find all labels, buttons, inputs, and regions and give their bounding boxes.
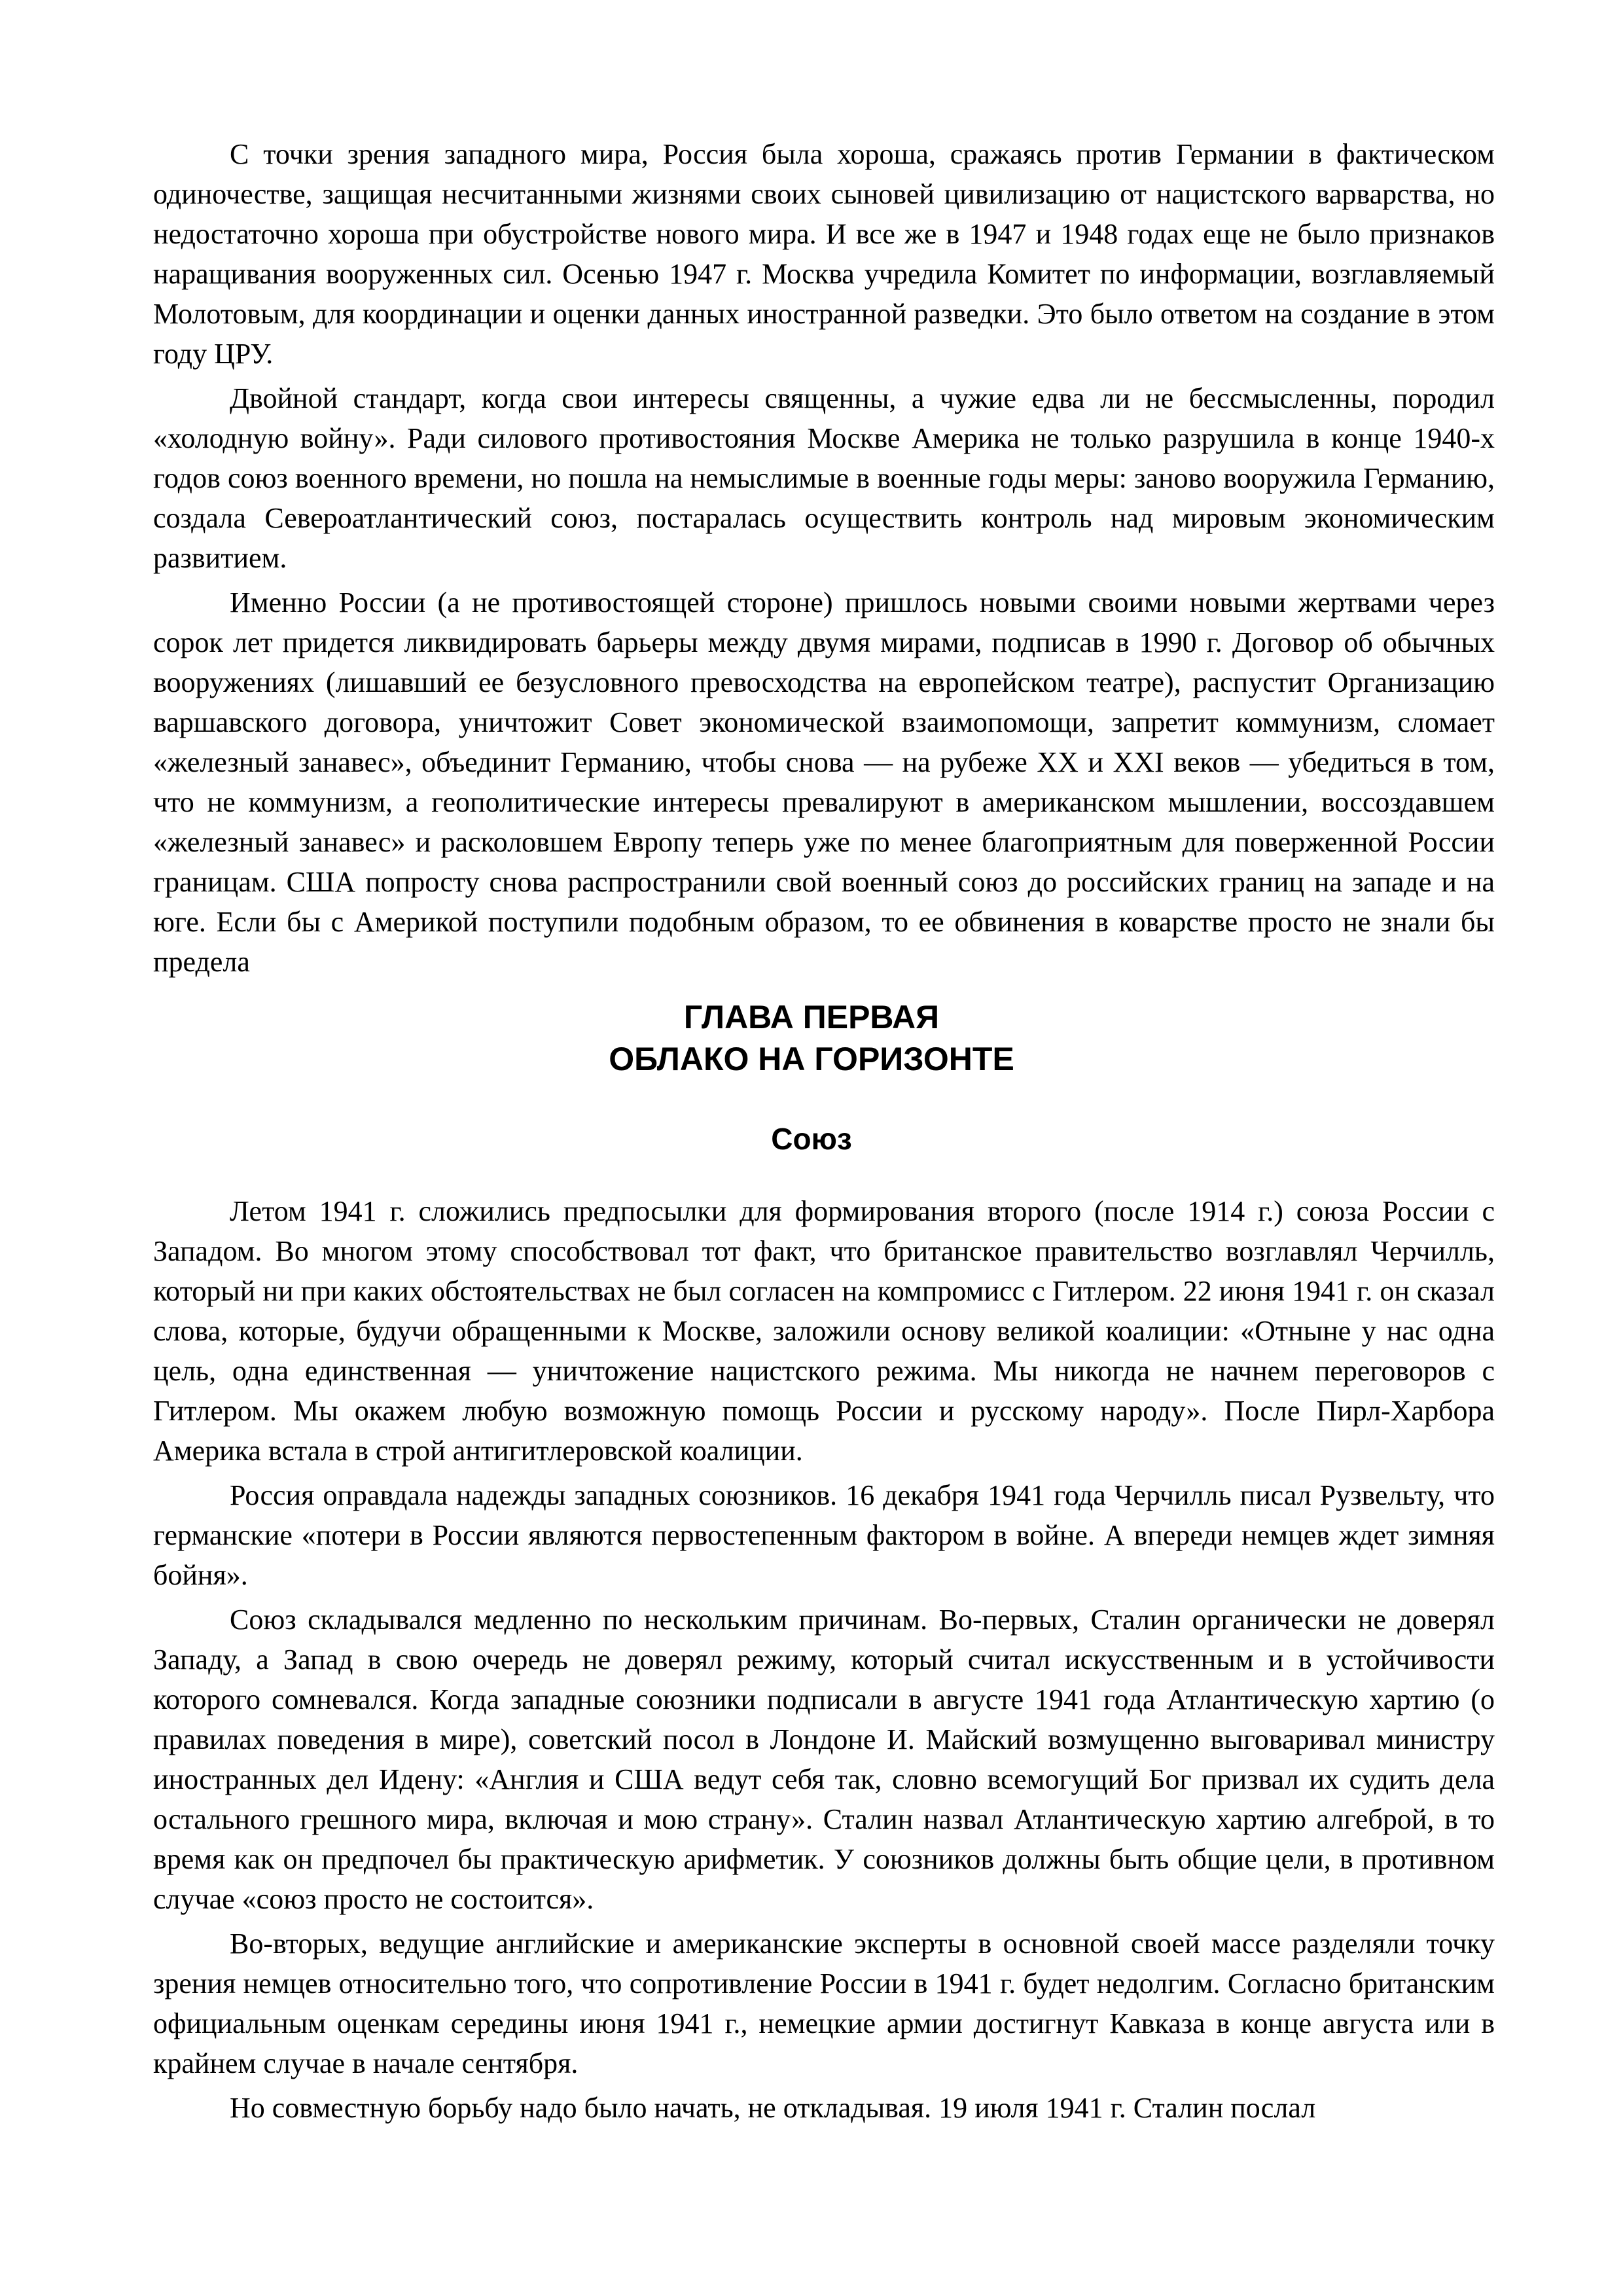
body-text <box>153 1191 1495 2128</box>
intro-paragraph-2: Двойной стандарт, когда свои интересы священны, а чужие едва ли не бессмысленны, породил «холодную войну». Ради силового противостояния Москве Америка не только разрушила в конце 1940-х годов союз военного времени, но пошла на немыслимые в военные годы меры: заново вооружила Германию, создала Североатлантический союз, постаралась осуществить контроль над мировым экономическим развитием. <box>153 382 1495 574</box>
body-paragraph-4: Во-вторых, ведущие английские и американские эксперты в основной своей массе разделяли точку зрения немцев относительно того, что сопротивление России в 1941 г. будет недолгим. Согласно британским официальным оценкам середины июня 1941 г., немецкие армии достигнут Кавказа в конце августа или в крайнем случае в начале сентября. <box>153 1928 1495 2079</box>
body-paragraph-5: Но совместную борьбу надо было начать, не откладывая. 19 июля 1941 г. Сталин послал <box>230 2092 1316 2124</box>
chapter-number: ГЛАВА ПЕРВАЯ <box>683 999 940 1035</box>
body-paragraph-2: Россия оправдала надежды западных союзников. 16 декабря 1941 года Черчилль писал Рузвельту, что германские «потери в России являются первостепенным фактором в войне. А впереди немцев ждет зимняя бойня». <box>153 1479 1495 1591</box>
intro-text <box>153 134 1495 982</box>
intro-paragraph-1: С точки зрения западного мира, Россия была хороша, сражаясь против Германии в фактическом одиночестве, защищая несчитанными жизнями своих сыновей цивилизацию от нацистского варварства, но недостаточно хороша при обустройстве нового мира. И все же в 1947 и 1948 годах еще не было признаков наращивания вооруженных сил. Осенью 1947 г. Москва учредила Комитет по информации, возглавляемый Молотовым, для координации и оценки данных иностранной разведки. Это было ответом на создание в этом году ЦРУ. <box>153 138 1495 370</box>
body-paragraph-3: Союз складывался медленно по нескольким причинам. Во-первых, Сталин органически не доверял Западу, а Запад в свою очередь не доверял режиму, который считал искусственным и в устойчивости которого сомневался. Когда западные союзники подписали в августе 1941 года Атлантическую хартию (о правилах поведения в мире), советский посол в Лондоне И. Майский возмущенно выговаривал министру иностранных дел Идену: «Англия и США ведут себя так, словно всемогущий Бог призвал их судить дела остального грешного мира, включая и мою страну». Сталин назвал Атлантическую хартию алгеброй, в то время как он предпочел бы практическую арифметик. У союзников должны быть общие цели, в противном случае «союз просто не состоится». <box>153 1604 1495 1915</box>
section-heading: Союз <box>771 1122 852 1156</box>
body-paragraph-1: Летом 1941 г. сложились предпосылки для формирования второго (после 1914 г.) союза России с Западом. Во многом этому способствовал тот факт, что британское правительство возглавлял Черчилль, который ни при каких обстоятельствах не был согласен на компромисс с Гитлером. 22 июня 1941 г. он сказал слова, которые, будучи обращенными к Москве, заложили основу великой коалиции: «Отныне у нас одна цель, одна единственная — уничтожение нацистского режима. Мы никогда не начнем переговоров с Гитлером. Мы окажем любую возможную помощь России и русскому народу». После Пирл-Харбора Америка встала в строй антигитлеровской коалиции. <box>153 1195 1495 1467</box>
chapter-title: ОБЛАКО НА ГОРИЗОНТЕ <box>609 1041 1014 1077</box>
chapter-heading <box>0 996 1623 1080</box>
intro-paragraph-3: Именно России (а не противостоящей стороне) пришлось новыми своими новыми жертвами через сорок лет придется ликвидировать барьеры между двумя мирами, подписав в 1990 г. Договор об обычных вооружениях (лишавший ее безусловного превосходства на европейском театре), распустит Организацию варшавского договора, уничтожит Совет экономической взаимопомощи, запретит коммунизм, сломает «железный занавес», объединит Германию, чтобы снова — на рубеже XX и XXI веков — убедиться в том, что не коммунизм, а геополитические интересы превалируют в американском мышлении, воссоздавшем «железный занавес» и расколовшем Европу теперь уже по менее благоприятным для поверженной России границам. США попросту снова распространили свой военный союз до российских границ на западе и на юге. Если бы с Америкой поступили подобным образом, то ее обвинения в коварстве просто не знали бы предела <box>153 586 1495 978</box>
